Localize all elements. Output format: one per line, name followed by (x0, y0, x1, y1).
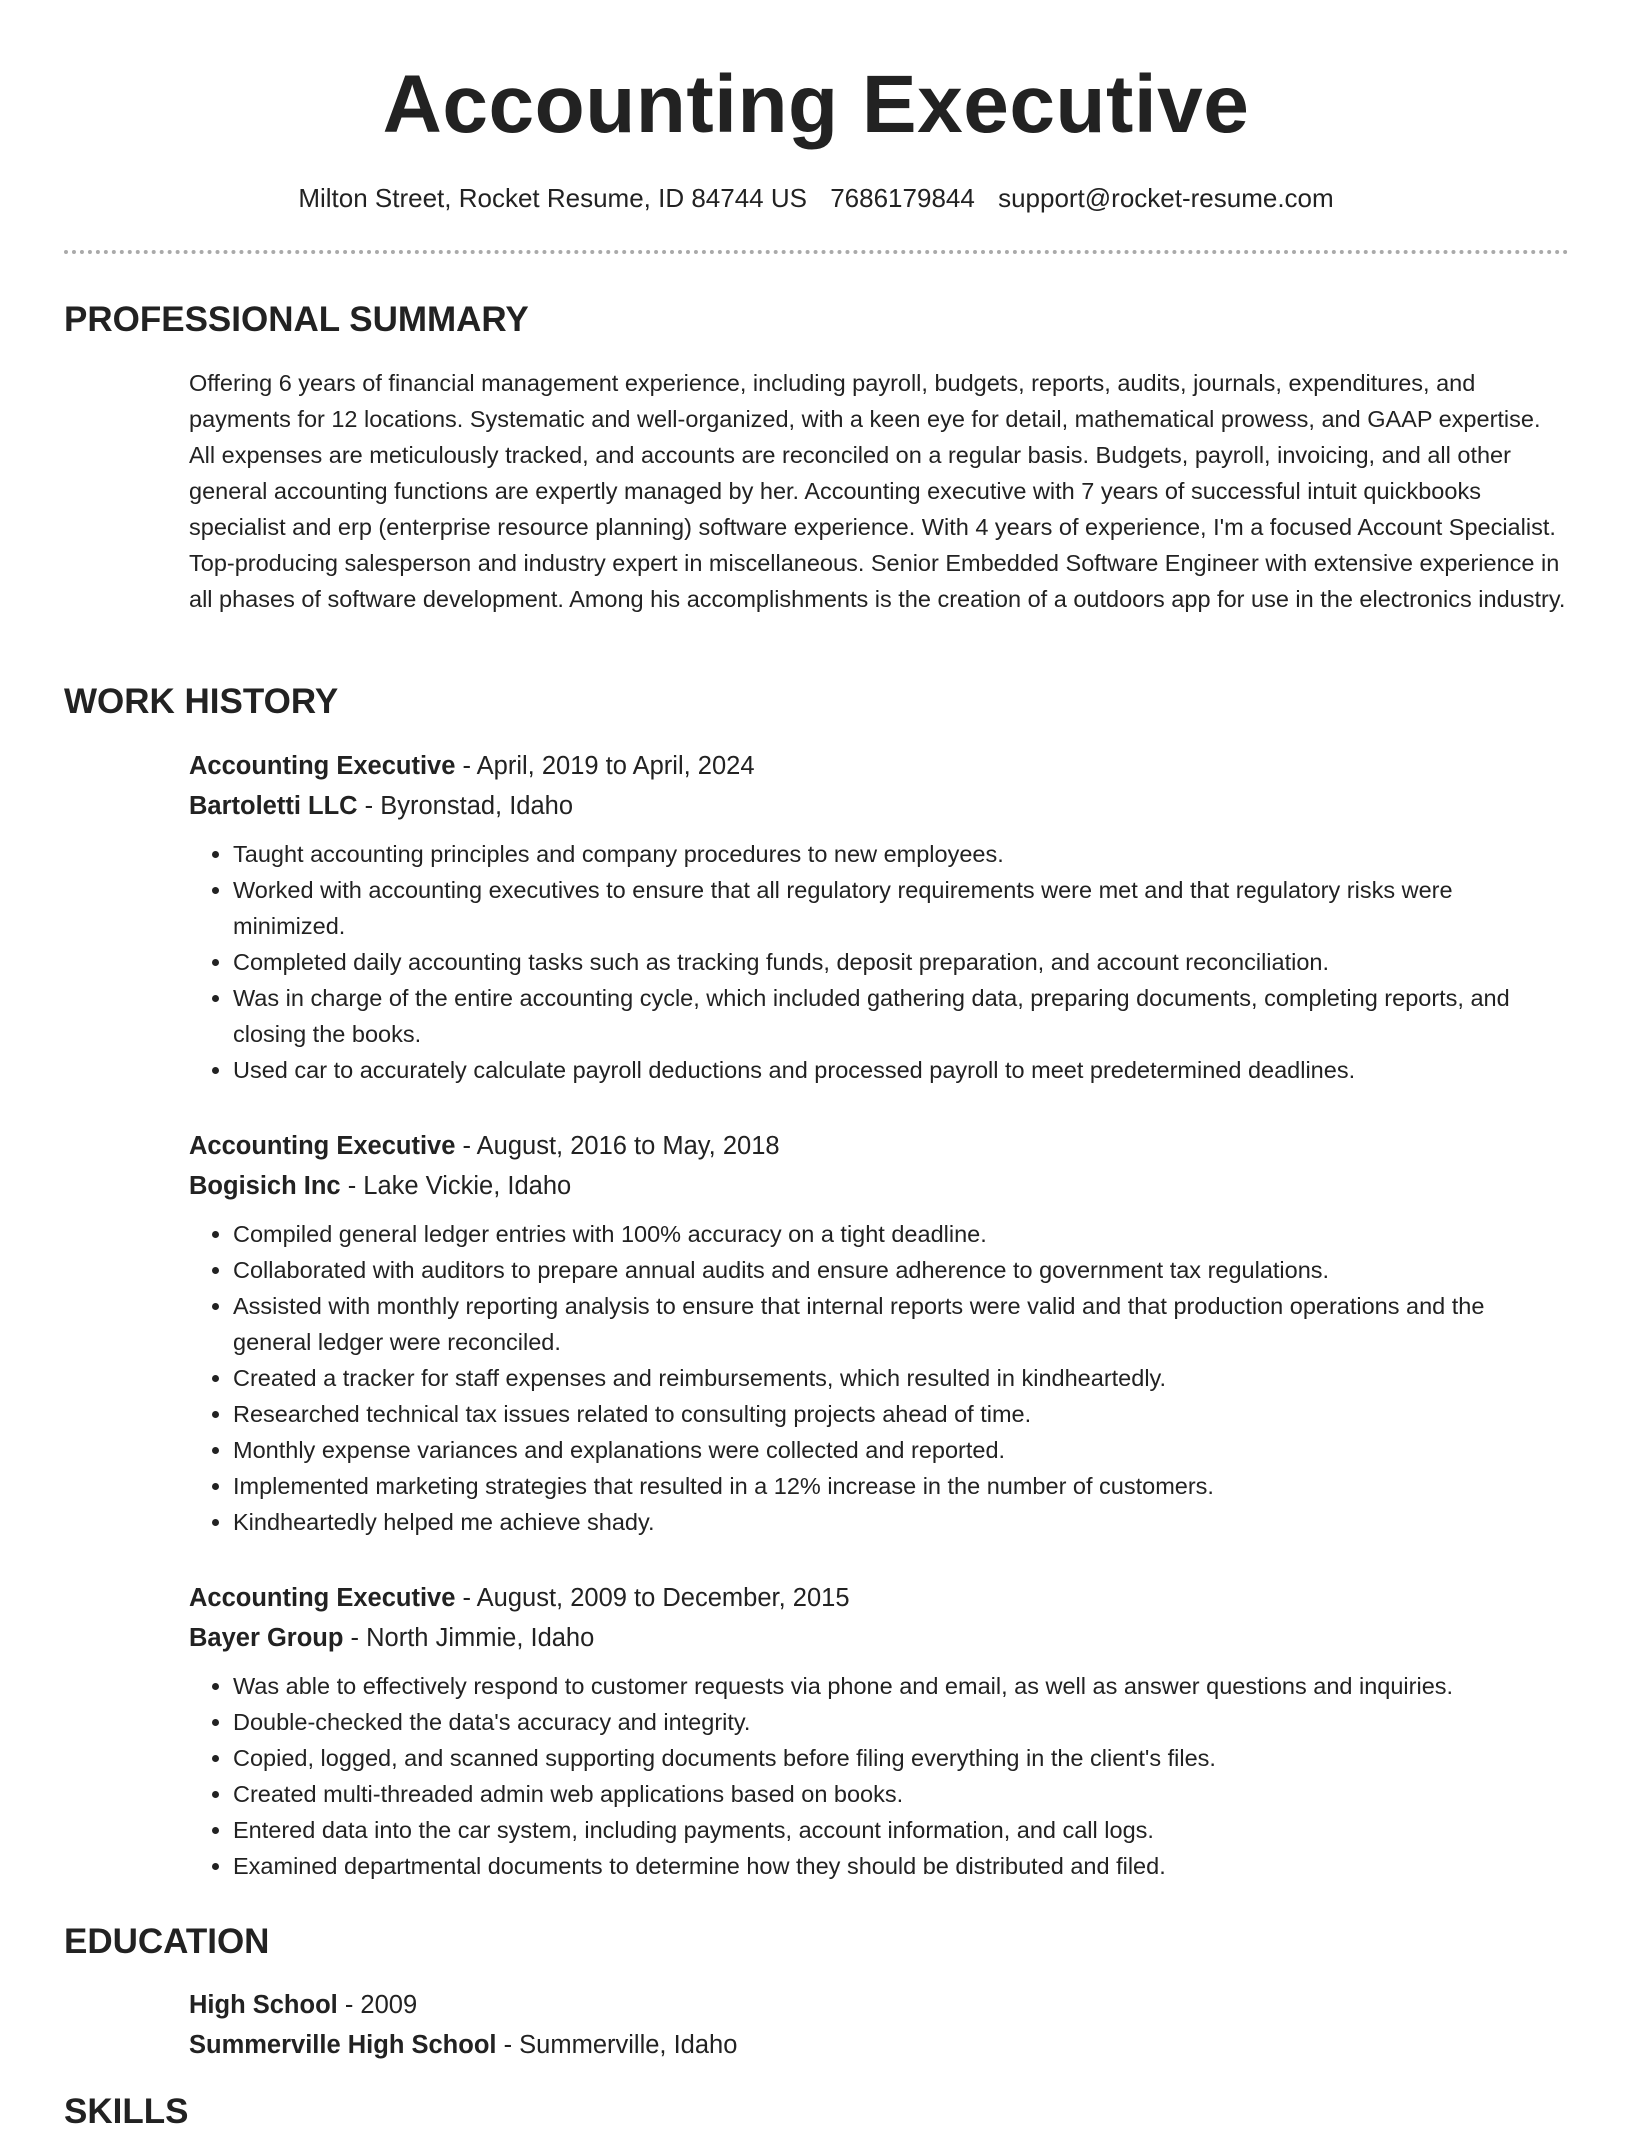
list-item: • Implemented marketing strategies that resulted in a 12% increase in the number of customers. (233, 1468, 1569, 1504)
job-title-line (189, 746, 1569, 786)
list-item: • Copied, logged, and scanned supporting documents before filing everything in the client's files. (233, 1740, 1569, 1776)
job-entry (189, 1126, 1569, 1540)
list-item: • Was able to effectively respond to customer requests via phone and email, as well as answer questions and inquiries. (233, 1668, 1569, 1704)
education-degree-line (189, 1985, 1569, 2025)
summary-section (189, 365, 1569, 617)
list-item: • Assisted with monthly reporting analysis to ensure that internal reports were valid and that production operations and the general ledger were reconciled. (233, 1288, 1569, 1360)
job-role: Accounting Executive (189, 1584, 456, 1612)
list-item: • Entered data into the car system, including payments, account information, and call logs. (233, 1812, 1569, 1848)
job-dates: - August, 2016 to May, 2018 (455, 1132, 780, 1160)
education-school: Summerville High School (189, 2031, 497, 2059)
list-item: • Completed daily accounting tasks such as tracking funds, deposit preparation, and account reconciliation. (233, 944, 1569, 980)
job-company: Bartoletti LLC (189, 792, 358, 820)
job-dates: - August, 2009 to December, 2015 (455, 1584, 850, 1612)
job-location: - Byronstad, Idaho (357, 792, 574, 820)
work-history-heading: WORK HISTORY (64, 682, 339, 721)
summary-heading: PROFESSIONAL SUMMARY (64, 300, 529, 339)
list-item: • Examined departmental documents to determine how they should be distributed and filed. (233, 1848, 1569, 1884)
contact-address: Milton Street, Rocket Resume, ID 84744 US (298, 183, 807, 213)
job-location: - Lake Vickie, Idaho (340, 1172, 572, 1200)
job-title-line (189, 1126, 1569, 1166)
skills-heading: SKILLS (64, 2092, 189, 2131)
job-company-line (189, 1618, 1569, 1658)
job-bullets (189, 1216, 1569, 1540)
job-company: Bayer Group (189, 1624, 344, 1652)
contact-phone: 7686179844 (830, 183, 975, 213)
list-item: • Created a tracker for staff expenses and reimbursements, which resulted in kindheartedly. (233, 1360, 1569, 1396)
list-item: • Was in charge of the entire accounting cycle, which included gathering data, preparing documents, completing reports, and closing the books. (233, 980, 1569, 1052)
job-role: Accounting Executive (189, 1132, 456, 1160)
education-year: - 2009 (337, 1991, 418, 2019)
job-company: Bogisich Inc (189, 1172, 341, 1200)
list-item: • Used car to accurately calculate payroll deductions and processed payroll to meet predetermined deadlines. (233, 1052, 1569, 1088)
job-company-line (189, 786, 1569, 826)
candidate-name: Accounting Executive (382, 59, 1250, 150)
list-item: • Kindheartedly helped me achieve shady. (233, 1504, 1569, 1540)
summary-text: Offering 6 years of financial management experience, including payroll, budgets, reports, audits, journals, expenditures, and payments for 12 locations. Systematic and well-organized, with a keen eye for detail, mathematical prowess, and GAAP expertise. All expenses are meticulously tracked, and accounts are reconciled on a regular basis. Budgets, payroll, invoicing, and all other general accounting functions are expertly managed by her. Accounting executive with 7 years of successful intuit quickbooks specialist and erp (enterprise resource planning) software experience. With 4 years of experience, I'm a focused Account Specialist. Top-producing salesperson and industry expert in miscellaneous. Senior Embedded Software Engineer with extensive experience in all phases of software development. Among his accomplishments is the creation of a outdoors app for use in the electronics industry. (189, 370, 1566, 612)
job-company-line (189, 1166, 1569, 1206)
job-role: Accounting Executive (189, 752, 456, 780)
job-entry (189, 746, 1569, 1088)
education-school-line (189, 2025, 1569, 2065)
list-item: • Researched technical tax issues related to consulting projects ahead of time. (233, 1396, 1569, 1432)
list-item: • Created multi-threaded admin web applications based on books. (233, 1776, 1569, 1812)
job-location: - North Jimmie, Idaho (343, 1624, 595, 1652)
job-bullets (189, 1668, 1569, 1884)
job-bullets (189, 836, 1569, 1088)
education-location: - Summerville, Idaho (496, 2031, 738, 2059)
education-entry (189, 1985, 1569, 2065)
education-heading: EDUCATION (64, 1922, 270, 1961)
list-item: • Double-checked the data's accuracy and integrity. (233, 1704, 1569, 1740)
list-item: • Compiled general ledger entries with 100% accuracy on a tight deadline. (233, 1216, 1569, 1252)
list-item: • Taught accounting principles and company procedures to new employees. (233, 836, 1569, 872)
job-title-line (189, 1578, 1569, 1618)
list-item: • Worked with accounting executives to ensure that all regulatory requirements were met and that regulatory risks were minimized. (233, 872, 1569, 944)
job-entry (189, 1578, 1569, 1884)
header-divider (64, 250, 1569, 254)
contact-email: support@rocket-resume.com (998, 183, 1334, 213)
list-item: • Collaborated with auditors to prepare annual audits and ensure adherence to government tax regulations. (233, 1252, 1569, 1288)
list-item: • Monthly expense variances and explanations were collected and reported. (233, 1432, 1569, 1468)
education-degree: High School (189, 1991, 338, 2019)
contact-line (0, 180, 1632, 216)
job-dates: - April, 2019 to April, 2024 (455, 752, 755, 780)
